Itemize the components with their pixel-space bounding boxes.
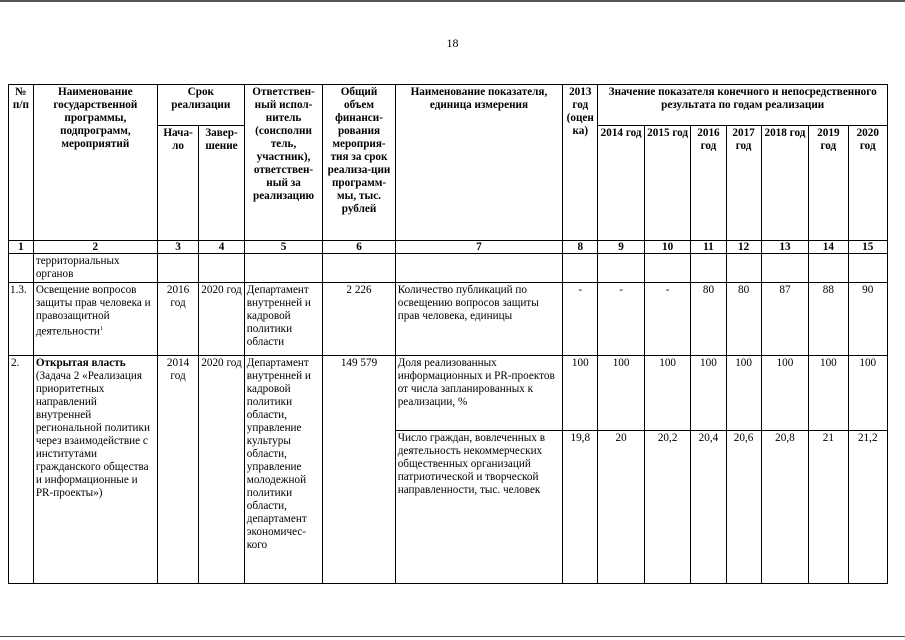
row-2-executor: Департамент внутренней и кадровой политики области, управление культуры области, управление молодежной политики области, департамент экономичес-кого bbox=[244, 356, 323, 584]
col-number: 2 bbox=[33, 241, 157, 254]
row-2-ind2-value-2018: 20,8 bbox=[761, 431, 809, 584]
row-13-value-2013: - bbox=[563, 283, 598, 356]
row-cont-name: территориальных органов bbox=[33, 254, 157, 283]
col-number: 9 bbox=[598, 241, 645, 254]
page-number: 18 bbox=[446, 36, 459, 50]
row-2-ind2-value-2016: 20,4 bbox=[691, 431, 726, 584]
row-13-name: Освещение вопросов защиты прав человека и правозащитной деятельности$^1$ bbox=[33, 283, 157, 356]
header-year-2014: 2014 год bbox=[598, 126, 645, 241]
row-2-indicator-2: Число граждан, вовлеченных в деятельность некоммерческих общественных организаций патриотической и творческой направленности, тыс. человек bbox=[395, 431, 563, 584]
scan-edge-top bbox=[0, 0, 905, 2]
col-number: 10 bbox=[644, 241, 691, 254]
header-year-2020: 2020 год bbox=[848, 126, 888, 241]
header-year-2018: 2018 год bbox=[761, 126, 809, 241]
row-13-value-2015: - bbox=[644, 283, 691, 356]
row-2-start: 2014 год bbox=[157, 356, 198, 584]
header-year-2015: 2015 год bbox=[644, 126, 691, 241]
header-values-group: Значение показателя конечного и непосредственного результата по годам реализации bbox=[598, 85, 888, 126]
table-row bbox=[9, 356, 888, 431]
row-2-ind1-value-2018: 100 bbox=[761, 356, 809, 431]
header-year-2017: 2017 год bbox=[726, 126, 761, 241]
row-2-ind2-value-2020: 21,2 bbox=[848, 431, 888, 584]
col-number: 12 bbox=[726, 241, 761, 254]
row-2-ind1-value-2016: 100 bbox=[691, 356, 726, 431]
col-number: 11 bbox=[691, 241, 726, 254]
program-table bbox=[8, 84, 888, 584]
header-term: Срок реализации bbox=[157, 85, 244, 126]
row-2-ind2-value-2019: 21 bbox=[809, 431, 848, 584]
header-financing: Общий объем финанси-рования мероприя-тия за срок реализа-ции программ-мы, тыс. рублей bbox=[323, 85, 395, 241]
table-row bbox=[9, 283, 888, 356]
row-13-start: 2016 год bbox=[157, 283, 198, 356]
row-13-financing: 2 226 bbox=[323, 283, 395, 356]
col-number: 15 bbox=[848, 241, 888, 254]
row-2-ind1-value-2019: 100 bbox=[809, 356, 848, 431]
header-2013: 2013 год (оцен ка) bbox=[563, 85, 598, 241]
col-number: 14 bbox=[809, 241, 848, 254]
row-13-end: 2020 год bbox=[199, 283, 245, 356]
col-number: 13 bbox=[761, 241, 809, 254]
col-number: 4 bbox=[199, 241, 245, 254]
row-2-ind1-value-2013: 100 bbox=[563, 356, 598, 431]
row-13-value-2018: 87 bbox=[761, 283, 809, 356]
row-13-num: 1.3. bbox=[9, 283, 34, 356]
row-2-ind1-value-2014: 100 bbox=[598, 356, 645, 431]
header-year-2019: 2019 год bbox=[809, 126, 848, 241]
row-2-ind1-value-2020: 100 bbox=[848, 356, 888, 431]
header-term-end: Завер-шение bbox=[199, 126, 245, 241]
row-2-ind1-value-2015: 100 bbox=[644, 356, 691, 431]
row-2-end: 2020 год bbox=[199, 356, 245, 584]
scan-edge-bottom bbox=[0, 636, 905, 637]
row-13-value-2014: - bbox=[598, 283, 645, 356]
header-term-start: Нача-ло bbox=[157, 126, 198, 241]
col-number: 3 bbox=[157, 241, 198, 254]
col-number: 5 bbox=[244, 241, 323, 254]
row-2-num: 2. bbox=[9, 356, 34, 584]
row-13-value-2020: 90 bbox=[848, 283, 888, 356]
col-number: 1 bbox=[9, 241, 34, 254]
header-indicator: Наименование показателя, единица измерения bbox=[395, 85, 563, 241]
row-13-executor: Департамент внутренней и кадровой политики области bbox=[244, 283, 323, 356]
row-2-ind2-value-2015: 20,2 bbox=[644, 431, 691, 584]
row-2-name bbox=[33, 356, 157, 584]
row-13-value-2017: 80 bbox=[726, 283, 761, 356]
row-2-ind1-value-2017: 100 bbox=[726, 356, 761, 431]
col-number: 8 bbox=[563, 241, 598, 254]
header-name: Наименование государственной программы, подпрограмм, мероприятий bbox=[33, 85, 157, 241]
col-number: 6 bbox=[323, 241, 395, 254]
row-2-ind2-value-2014: 20 bbox=[598, 431, 645, 584]
col-number: 7 bbox=[395, 241, 563, 254]
row-2-ind2-value-2013: 19,8 bbox=[563, 431, 598, 584]
header-year-2016: 2016 год bbox=[691, 126, 726, 241]
row-2-indicator-1: Доля реализованных информационных и PR-проектов от числа запланированных к реализации, % bbox=[395, 356, 563, 431]
header-num: № п/п bbox=[9, 85, 34, 241]
header-executor: Ответствен-ный испол-нитель (соисполни тель, участник), ответствен-ный за реализацию bbox=[244, 85, 323, 241]
row-13-value-2016: 80 bbox=[691, 283, 726, 356]
row-2-financing: 149 579 bbox=[323, 356, 395, 584]
row-2-name-bold: Открытая власть bbox=[35, 357, 126, 369]
header-row bbox=[9, 85, 888, 126]
footnote-mark: 1 bbox=[99, 326, 103, 332]
row-13-indicator: Количество публикаций по освещению вопросов защиты прав человека, единицы bbox=[395, 283, 563, 356]
column-number-row bbox=[9, 241, 888, 254]
table-row bbox=[9, 254, 888, 283]
row-13-value-2019: 88 bbox=[809, 283, 848, 356]
row-2-name-rest: (Задача 2 «Реализация приоритетных направлений внутренней региональной политики через взаимодействие с институтами гражданского общества и информационные и PR-проекты») bbox=[35, 370, 150, 499]
row-2-ind2-value-2017: 20,6 bbox=[726, 431, 761, 584]
